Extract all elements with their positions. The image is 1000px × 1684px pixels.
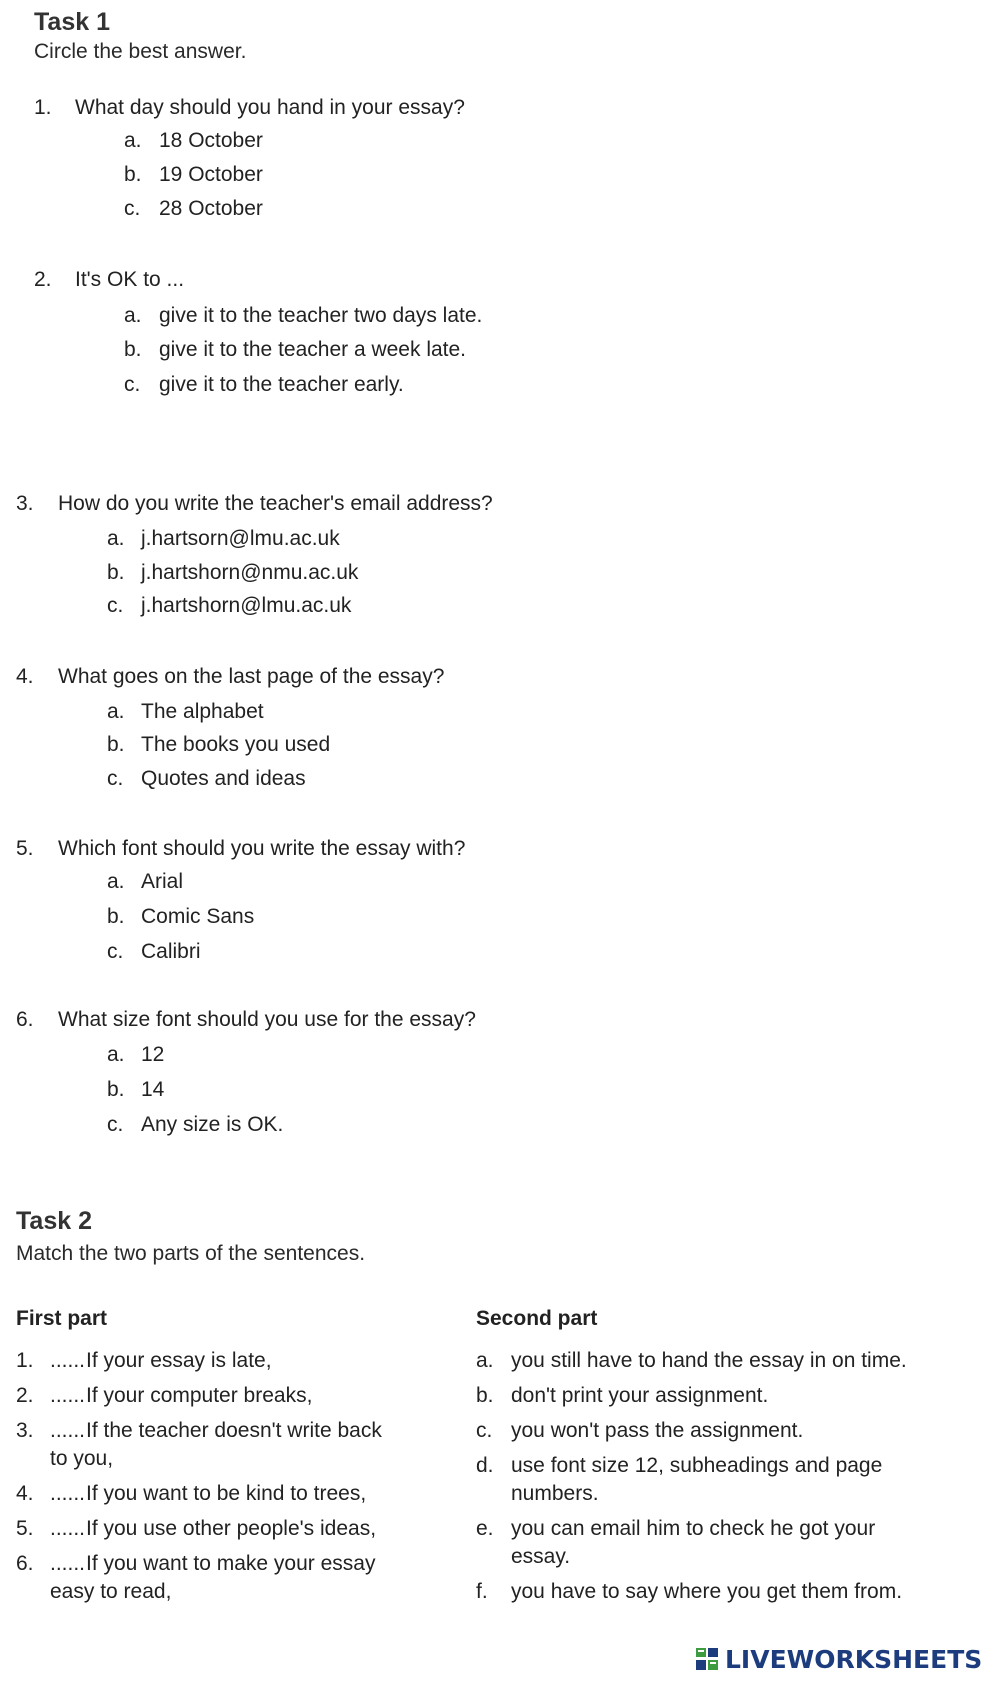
option-letter[interactable]: b.: [124, 163, 142, 186]
first-part-number: 1.: [16, 1349, 34, 1372]
answer-blank[interactable]: ......: [50, 1552, 86, 1575]
question-number: 3.: [16, 492, 34, 515]
first-part-number: 4.: [16, 1482, 34, 1505]
first-part-text: If you use other people's ideas,: [86, 1517, 377, 1540]
question-number: 2.: [34, 268, 52, 291]
first-part-number: 2.: [16, 1384, 34, 1407]
second-part-letter: e.: [476, 1517, 494, 1540]
question-text: Which font should you write the essay with?: [58, 837, 466, 860]
option-text[interactable]: 28 October: [159, 197, 263, 220]
second-part-letter: c.: [476, 1419, 493, 1442]
second-part-letter: d.: [476, 1454, 494, 1477]
first-part-heading: First part: [16, 1307, 108, 1330]
option-letter[interactable]: b.: [107, 905, 125, 928]
first-part-text: If the teacher doesn't write back: [86, 1419, 382, 1442]
second-part-text: don't print your assignment.: [511, 1384, 769, 1407]
task1-title: Task 1: [34, 8, 110, 36]
option-text[interactable]: 19 October: [159, 163, 263, 186]
first-part-text: If you want to be kind to trees,: [86, 1482, 367, 1505]
task2-title: Task 2: [16, 1207, 92, 1235]
first-part-number: 3.: [16, 1419, 34, 1442]
option-letter[interactable]: a.: [124, 304, 142, 327]
question-text: It's OK to ...: [75, 268, 185, 291]
option-letter[interactable]: c.: [124, 373, 141, 396]
option-letter[interactable]: b.: [107, 1078, 125, 1101]
option-text[interactable]: The alphabet: [141, 700, 264, 723]
answer-blank[interactable]: ......: [50, 1349, 86, 1372]
first-part-text: to you,: [50, 1447, 114, 1470]
option-text[interactable]: Any size is OK.: [141, 1113, 284, 1136]
second-part-text: you can email him to check he got your: [511, 1517, 876, 1540]
option-letter[interactable]: c.: [107, 767, 124, 790]
option-text[interactable]: give it to the teacher two days late.: [159, 304, 483, 327]
first-part-number: 6.: [16, 1552, 34, 1575]
option-text[interactable]: 12: [141, 1043, 165, 1066]
option-letter[interactable]: b.: [107, 733, 125, 756]
first-part-text: If your essay is late,: [86, 1349, 272, 1372]
question-text: What size font should you use for the essay?: [58, 1008, 476, 1031]
option-text[interactable]: give it to the teacher a week late.: [159, 338, 467, 361]
first-part-text: easy to read,: [50, 1580, 172, 1603]
option-letter[interactable]: b.: [124, 338, 142, 361]
question-number: 1.: [34, 96, 52, 119]
second-part-text: you still have to hand the essay in on time.: [511, 1349, 907, 1372]
answer-blank[interactable]: ......: [50, 1419, 86, 1442]
option-text[interactable]: j.hartshorn@lmu.ac.uk: [141, 594, 352, 617]
second-part-heading: Second part: [476, 1307, 598, 1330]
second-part-text: use font size 12, subheadings and page: [511, 1454, 883, 1477]
task2-instruction: Match the two parts of the sentences.: [16, 1242, 366, 1265]
option-letter[interactable]: a.: [107, 870, 125, 893]
option-text[interactable]: Quotes and ideas: [141, 767, 306, 790]
task1-instruction: Circle the best answer.: [34, 40, 247, 63]
question-text: How do you write the teacher's email address?: [58, 492, 493, 515]
option-letter[interactable]: b.: [107, 561, 125, 584]
worksheet-grid-icon: [695, 1646, 721, 1672]
liveworksheets-logo: [695, 1641, 995, 1677]
option-text[interactable]: j.hartshorn@nmu.ac.uk: [141, 561, 359, 584]
option-text[interactable]: 14: [141, 1078, 165, 1101]
option-text[interactable]: The books you used: [141, 733, 331, 756]
option-letter[interactable]: c.: [107, 940, 124, 963]
option-text[interactable]: give it to the teacher early.: [159, 373, 404, 396]
second-part-text: essay.: [511, 1545, 571, 1568]
second-part-letter: a.: [476, 1349, 494, 1372]
question-text: What day should you hand in your essay?: [75, 96, 465, 119]
option-letter[interactable]: a.: [107, 1043, 125, 1066]
option-text[interactable]: Calibri: [141, 940, 201, 963]
option-letter[interactable]: a.: [124, 129, 142, 152]
option-letter[interactable]: a.: [107, 700, 125, 723]
second-part-text: numbers.: [511, 1482, 599, 1505]
second-part-letter: f.: [476, 1580, 488, 1603]
option-text[interactable]: Arial: [141, 870, 184, 893]
question-number: 4.: [16, 665, 34, 688]
first-part-text: If you want to make your essay: [86, 1552, 376, 1575]
first-part-text: If your computer breaks,: [86, 1384, 313, 1407]
question-number: 6.: [16, 1008, 34, 1031]
answer-blank[interactable]: ......: [50, 1482, 86, 1505]
option-text[interactable]: j.hartsorn@lmu.ac.uk: [141, 527, 340, 550]
option-letter[interactable]: c.: [107, 1113, 124, 1136]
option-letter[interactable]: a.: [107, 527, 125, 550]
first-part-number: 5.: [16, 1517, 34, 1540]
second-part-letter: b.: [476, 1384, 494, 1407]
option-text[interactable]: Comic Sans: [141, 905, 255, 928]
question-number: 5.: [16, 837, 34, 860]
answer-blank[interactable]: ......: [50, 1384, 86, 1407]
answer-blank[interactable]: ......: [50, 1517, 86, 1540]
option-letter[interactable]: c.: [124, 197, 141, 220]
question-text: What goes on the last page of the essay?: [58, 665, 445, 688]
second-part-text: you have to say where you get them from.: [511, 1580, 903, 1603]
second-part-text: you won't pass the assignment.: [511, 1419, 804, 1442]
option-text[interactable]: 18 October: [159, 129, 263, 152]
option-letter[interactable]: c.: [107, 594, 124, 617]
logo-text: LIVEWORKSHEETS: [725, 1644, 983, 1674]
